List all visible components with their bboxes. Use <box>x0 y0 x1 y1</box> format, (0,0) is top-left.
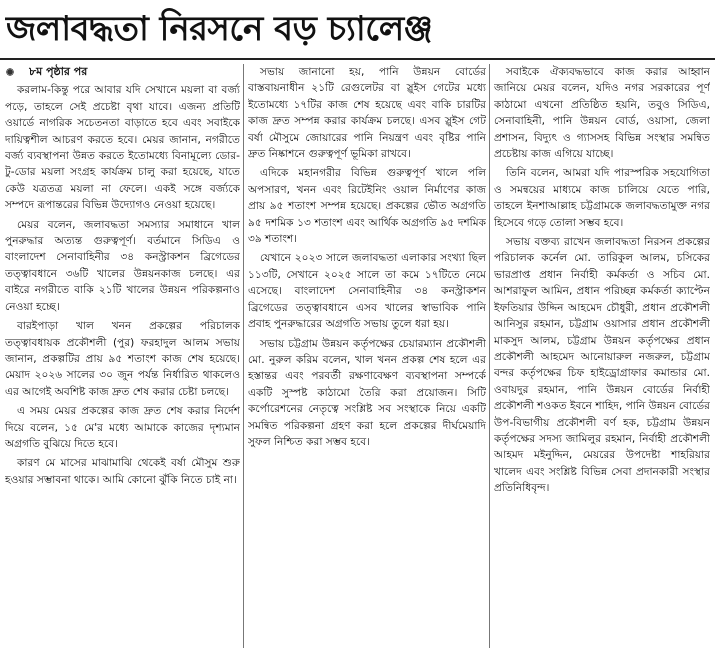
paragraph: সবাইকে ঐক্যবদ্ধভাবে কাজ করার আহ্বান জানিয়ে মেয়র বলেন, যদিও নগর সরকারের পূর্ণ কাঠামো এখনো প্রতিষ্ঠিত হয়নি, তবুও সিডিএ, সেনাবাহিনী, পানি উন্নয়ন বোর্ড, ওয়াসা, জেলা প্রশাসন, বিদ্যুৎ ও গ্যাসসহ বিভিন্ন সংস্থার সমন্বিত প্রচেষ্টায় কাজ এগিয়ে যাচ্ছে। <box>494 66 710 161</box>
paragraph: করলাম-কিন্তু পরে আবার যদি সেখানে ময়লা বা বর্জ্য পড়ে, তাহলে সেই প্রচেষ্টা বৃথা যাবে। এজন্য প্রতিটি ওয়ার্ডে নাগরিক সচেতনতা বাড়াতে হবে এবং সবাইকে দায়িত্বশীল আচরণ করতে হবে। মেয়র জানান, নগরীতে বর্জ্য ব্যবস্থাপনা উন্নত করতে ইতোমধ্যে বিনামূল্যে ডোর-টু-ডোর ময়লা সংগ্রহ কার্যক্রম চালু করা হয়েছে, যাতে কেউ যত্রতত্র ময়লা না ফেলে। একই সঙ্গে বর্জ্যকে সম্পদে রূপান্তরের বিভিন্ন উদ্যোগও নেওয়া হয়েছে। <box>5 84 240 212</box>
paragraph: সভায় বক্তব্য রাখেন জলাবদ্ধতা নিরসন প্রকল্পের পরিচালক কর্নেল মো. তারিকুল আলম, চসিকের ভারপ্রাপ্ত প্রধান নির্বাহী কর্মকর্তা ও সচিব মো. আশরাফুল আমিন, প্রধান পরিচ্ছন্ন কর্মকর্তা ক্যাপ্টেন ইফতিয়ার উদ্দিন আহমেদ চৌধুরী, প্রধান প্রকৌশলী আনিসুর রহমান, চট্টগ্রাম ওয়াসার প্রধান প্রকৌশলী মাকসুদ আলম, চট্টগ্রাম উন্নয়ন কর্তৃপক্ষের প্রধান প্রকৌশলী আহমেদ আনোয়ারুল নজরুল, চট্টগ্রাম বন্দর কর্তৃপক্ষের চিফ হাইড্রোগ্রাফার কমান্ডার মো. ওবায়দুর রহমান, পানি উন্নয়ন বোর্ডের নির্বাহী প্রকৌশলী শওকত ইবনে শাহিদ, পানি উন্নয়ন বোর্ডের উপ-বিভাগীয় প্রকৌশলী বর্ণ হক, চট্টগ্রাম উন্নয়ন কর্তৃপক্ষের সদস্য জামিলুর রহমান, নির্বাহী প্রকৌশলী আহমদ মইনুদ্দিন, মেয়রের উপদেষ্টা শাহরিয়ার খালেদ এবং সংশ্লিষ্ট বিভিন্ন সেবা প্রদানকারী সংস্থার প্রতিনিধিবৃন্দ। <box>494 236 710 495</box>
column-divider <box>489 64 490 648</box>
paragraph: তিনি বলেন, আমরা যদি পারস্পরিক সহযোগিতা ও সমন্বয়ের মাধ্যমে কাজ চালিয়ে যেতে পারি, তাহলে ইনশাআল্লাহ চট্টগ্রামকে জলাবদ্ধতামুক্ত নগর হিসেবে গড়ে তোলা সম্ভব হবে। <box>494 167 710 229</box>
headline-rule <box>0 58 715 60</box>
paragraph: সভায় চট্টগ্রাম উন্নয়ন কর্তৃপক্ষের চেয়ারম্যান প্রকৌশলী মো. নুরুল করিম বলেন, খাল খনন প্রকল্প শেষ হলে এর হস্তান্তর এবং পরবর্তী রক্ষণাবেক্ষণ ব্যবস্থাপনা সম্পর্কে একটি সুস্পষ্ট কাঠামো তৈরি করা প্রয়োজন। সিটি কর্পোরেশনের নেতৃত্বে সংশ্লিষ্ট সব সংস্থাকে নিয়ে একটি সমন্বিত পরিকল্পনা গ্রহণ করা হলে প্রকল্পের দীর্ঘমেয়াদি সুফল নিশ্চিত করা সম্ভব হবে। <box>248 337 486 448</box>
continuation-bullet-icon <box>5 67 15 77</box>
article-column-1 <box>5 64 240 648</box>
article-column-3 <box>494 64 710 648</box>
column-divider <box>243 64 244 648</box>
paragraph: কারণ মে মাসের মাঝামাঝি থেকেই বর্ষা মৌসুম শুরু হওয়ার সম্ভাবনা থাকে। আমি কোনো ঝুঁকি নিতে চাই না। <box>5 457 240 486</box>
continuation-label: ৮ম পৃষ্ঠার পর <box>29 65 88 78</box>
article-column-2 <box>248 64 486 648</box>
paragraph: সভায় জানানো হয়, পানি উন্নয়ন বোর্ডের বাস্তবায়নাধীন ২১টি রেগুলেটর বা স্লুইস গেটের মধ্যে ইতোমধ্যে ১৭টির কাজ শেষ হয়েছে এবং বাকি চারটির কাজ দ্রুত সম্পন্ন করার কার্যক্রম চলছে। এসব স্লুইস গেট বর্ষা মৌসুমে জোয়ারের পানি নিয়ন্ত্রণ এবং বৃষ্টির পানি দ্রুত নিষ্কাশনে গুরুত্বপূর্ণ ভূমিকা রাখবে। <box>248 66 486 161</box>
continuation-marker <box>5 64 240 80</box>
headline: জলাবদ্ধতা নিরসনে বড় চ্যালেঞ্জ <box>6 9 433 49</box>
paragraph: যেখানে ২০২৩ সালে জলাবদ্ধতা এলাকার সংখ্যা ছিল ১১৩টি, সেখানে ২০২৫ সালে তা কমে ১৭টিতে নেমে এসেছে। বাংলাদেশ সেনাবাহিনীর ৩৪ কনস্ট্রাকশন ব্রিগেডের তত্ত্বাবধানে এসব খালের স্বাভাবিক পানি প্রবাহ পুনরুদ্ধারের অগ্রগতি সভায় তুলে ধরা হয়। <box>248 252 486 331</box>
paragraph: মেয়র বলেন, জলাবদ্ধতা সমস্যার সমাধানে খাল পুনরুদ্ধার অত্যন্ত গুরুত্বপূর্ণ। বর্তমানে সিডিএ ও বাংলাদেশ সেনাবাহিনীর ৩৪ কনস্ট্রাকশন ব্রিগেডের তত্ত্বাবধানে ৩৬টি খালের উন্নয়নকাজ চলছে। এর বাইরে নগরীতে বাকি ২১টি খালের উন্নয়ন পরিকল্পনাও নেওয়া হচ্ছে। <box>5 218 240 313</box>
paragraph: এ সময় মেয়র প্রকল্পের কাজ দ্রুত শেষ করার নির্দেশ দিয়ে বলেন, ১৫ মে'র মধ্যে আমাকে কাজের দৃশ্যমান অগ্রগতি বুঝিয়ে দিতে হবে। <box>5 405 240 450</box>
paragraph: বারইপাড়া খাল খনন প্রকল্পের পরিচালক তত্ত্বাবধায়ক প্রকৌশলী (পুর) ফরহাদুল আলম সভায় জানান, প্রকল্পটির প্রায় ৯৫ শতাংশ কাজ শেষ হয়েছে। মেয়াদ ২০২৬ সালের ৩০ জুন পর্যন্ত নির্ধারিত থাকলেও এর আগেই অবশিষ্ট কাজ দ্রুত শেষ করার চেষ্টা চলছে। <box>5 320 240 398</box>
paragraph: এদিকে মহানগরীর বিভিন্ন গুরুত্বপূর্ণ খালে পলি অপসারণ, খনন এবং রিটেইনিং ওয়াল নির্মাণের কাজ প্রায় ৯৫ শতাংশ সম্পন্ন হয়েছে। প্রকল্পের ভৌত অগ্রগতি ৯৫ দশমিক ১৩ শতাংশ এবং আর্থিক অগ্রগতি ৯৫ দশমিক ৩৯ শতাংশ। <box>248 167 486 246</box>
